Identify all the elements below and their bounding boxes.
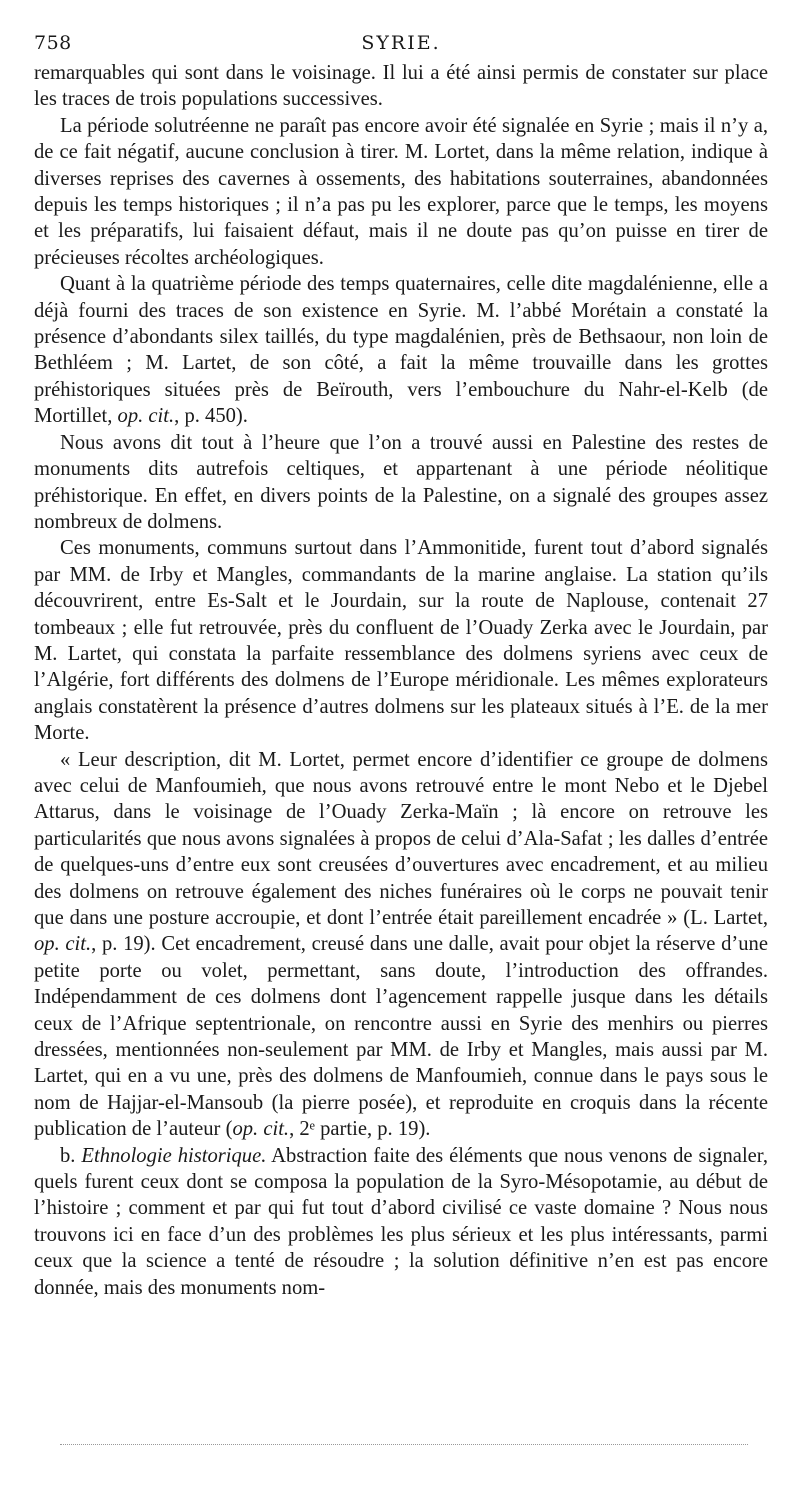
text-segment: La période solutréenne ne paraît pas encore avoir été signalée en Syrie ; mais il n’y a, de ce fait négatif, aucune conclusion à tirer. M. Lortet, dans la même relation, indique à diverses reprises des cavernes à ossements, des habitations souterraines, abandonnées depuis les temps historiques ; il n’a pas pu les explorer, parce que le temps, les moyens et les préparatifs, lui faisaient défaut, mais il ne doute pas qu’on puisse en tirer de précieuses récoltes archéologiques.: [34, 114, 768, 269]
text-segment: Abstraction faite des éléments que nous venons de signaler, quels furent ceux dont se composa la population de la Syro-Mésopotamie, au début de l’histoire ; comment et par qui fut tout d’abord civilisé ce vaste domaine ? Nous nous trouvons ici en face d’un des problèmes les plus sérieux et les plus intéressants, parmi ceux que la science a tenté de résoudre ; la solution définitive n’en est pas encore donnée, mais des monuments nom-: [34, 1144, 768, 1299]
paragraph-4: [34, 430, 768, 536]
footer-rule: [60, 1444, 748, 1445]
running-title: SYRIE.: [361, 32, 441, 54]
paragraph-6: [34, 747, 768, 1143]
text-segment: , p. 450).: [174, 405, 248, 428]
text-segment: , p. 19). Cet encadrement, creusé dans une dalle, avait pour objet la réserve d’une petite porte ou volet, permettant, sans doute, l’introduction des offrandes. Indépendamment de ces dolmens dont l’agencement rappelle jusque dans les détails ceux de l’Afrique septentrionale, on rencontre aussi en Syrie des menhirs ou pierres dressées, mentionnées non-seulement par MM. de Irby et Mangles, mais aussi par M. Lartet, qui en a vu une, près des dolmens de Manfoumieh, connue dans le pays sous le nom de Hajjar-el-Mansoub (la pierre posée), et reproduite en croquis dans la récente publication de l’auteur (: [34, 933, 768, 1141]
text-segment: remarquables qui sont dans le voisinage. Il lui a été ainsi permis de constater sur place les traces de trois populations successives.: [34, 62, 768, 111]
italic-text: Ethnologie historique.: [81, 1144, 267, 1167]
paragraph-5: [34, 535, 768, 746]
page-number: 758: [34, 32, 72, 54]
text-segment: , 2ᵉ partie, p. 19).: [289, 1118, 431, 1141]
paragraph-7: [34, 1143, 768, 1301]
italic-text: op. cit.: [232, 1118, 290, 1141]
italic-text: op. cit.: [34, 933, 92, 956]
paragraph-1: [34, 60, 768, 113]
paragraph-3: [34, 271, 768, 429]
paragraph-2: [34, 113, 768, 271]
text-segment: Quant à la quatrième période des temps quaternaires, celle dite magdalénienne, elle a déjà fourni des traces de son existence en Syrie. M. l’abbé Morétain a constaté la présence d’abondants silex taillés, du type magdalénien, près de Bethsaour, non loin de Bethléem ; M. Lartet, de son côté, a fait la même trouvaille dans les grottes préhistoriques situées près de Beïrouth, vers l’embouchure du Nahr-el-Kelb (de Mortillet,: [34, 273, 768, 428]
document-page: [34, 28, 768, 1468]
body-text: [34, 60, 768, 1301]
text-segment: Nous avons dit tout à l’heure que l’on a trouvé aussi en Palestine des restes de monuments dits autrefois celtiques, et appartenant à une période néolitique préhistorique. En effet, en divers points de la Palestine, on a signalé des groupes assez nombreux de dolmens.: [34, 431, 768, 533]
text-segment: « Leur description, dit M. Lortet, permet encore d’identifier ce groupe de dolmens avec celui de Manfoumieh, que nous avons retrouvé entre le mont Nebo et le Djebel Attarus, dans le voisinage de l’Ouady Zerka-Maïn ; là encore on retrouve les particularités que nous avons signalées à propos de celui d’Ala-Safat ; les dalles d’entrée de quelques-uns d’entre eux sont creusées d’ouvertures avec encadrement, et au milieu des dolmens on retrouve également des niches funéraires où le corps ne pouvait tenir que dans une posture accroupie, et dont l’entrée était pareillement encadrée » (L. Lartet,: [34, 748, 768, 929]
running-head: [34, 28, 768, 60]
italic-text: op. cit.: [117, 405, 175, 428]
text-segment: b.: [60, 1144, 82, 1167]
text-segment: Ces monuments, communs surtout dans l’Ammonitide, furent tout d’abord signalés par MM. de Irby et Mangles, commandants de la marine anglaise. La station qu’ils découvrirent, entre Es-Salt et le Jourdain, sur la route de Naplouse, contenait 27 tombeaux ; elle fut retrouvée, près du confluent de l’Ouady Zerka avec le Jourdain, par M. Lartet, qui constata la parfaite ressemblance des dolmens syriens avec ceux de l’Algérie, fort différents des dolmens de l’Europe méridionale. Les mêmes explorateurs anglais constatèrent la présence d’autres dolmens sur les plateaux situés à l’E. de la mer Morte.: [34, 537, 768, 745]
